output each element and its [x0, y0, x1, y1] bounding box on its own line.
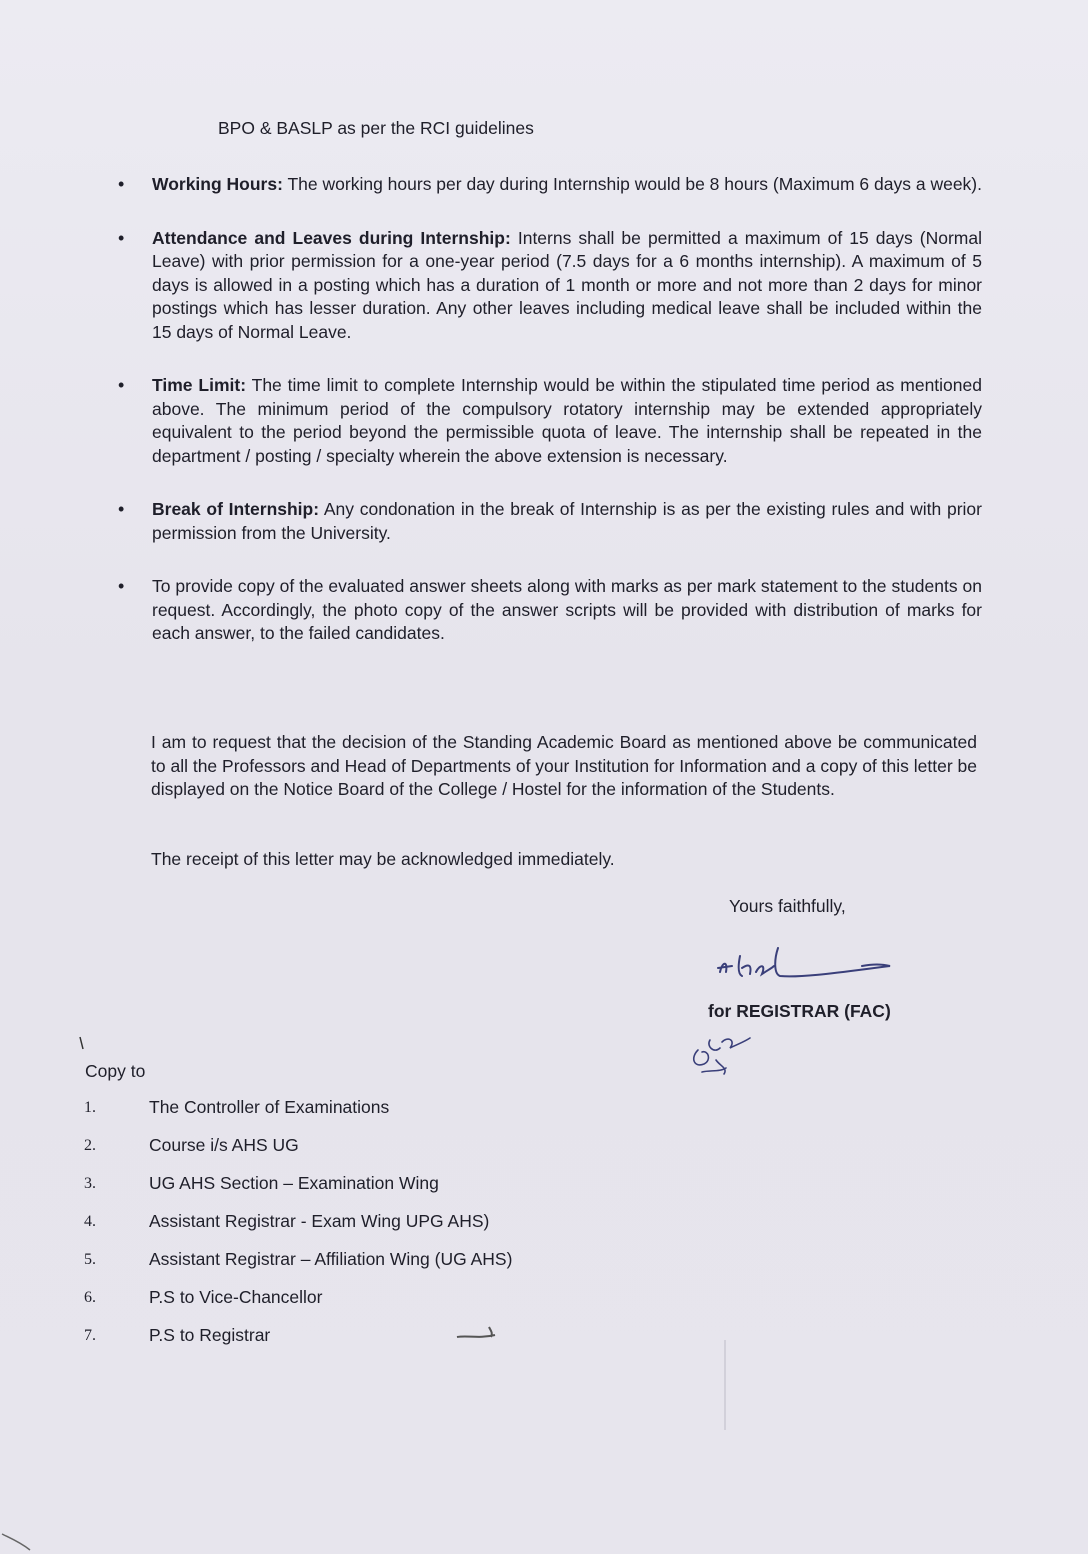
bullet-heading: Attendance and Leaves during Internship: [152, 227, 511, 248]
bullet-list [116, 173, 982, 676]
bullet-item-break [116, 498, 982, 545]
bullet-heading: Working Hours: [152, 174, 283, 194]
list-text: UG AHS Section – Examination Wing [149, 1173, 439, 1193]
bullet-text [152, 227, 982, 345]
corner-stroke [2, 1534, 30, 1550]
bullet-body: The time limit to complete Internship would be within the stipulated time period as mentioned above. The minimum period of the compulsory rotatory internship may be extended appropriately equivalent to the period beyond the permissible quota of leave. The internship shall be repeated in the department / posting / specialty wherein the above extension is necessary. [152, 375, 982, 466]
list-item [84, 1097, 684, 1135]
list-number: 5. [84, 1251, 96, 1268]
ink-smudge [455, 1325, 505, 1345]
initials-stroke [694, 1038, 750, 1074]
list-item [84, 1249, 684, 1287]
list-number: 1. [84, 1099, 96, 1116]
list-text: Assistant Registrar – Affiliation Wing (UG AHS) [149, 1249, 513, 1269]
smudge-stroke [457, 1327, 495, 1337]
receipt-paragraph: The receipt of this letter may be acknowledged immediately. [151, 849, 615, 869]
bullet-marker: • [118, 576, 125, 596]
list-text: P.S to Vice-Chancellor [149, 1287, 323, 1307]
bullet-marker: • [118, 174, 125, 194]
bullet-item-time-limit [116, 374, 982, 468]
signature-stroke [718, 948, 890, 976]
list-item [84, 1135, 684, 1173]
list-text: P.S to Registrar [149, 1325, 271, 1345]
signatory-title: for REGISTRAR (FAC) [708, 1001, 891, 1021]
intro-line: BPO & BASLP as per the RCI guidelines [218, 118, 534, 138]
bullet-body: The working hours per day during Internship would be 8 hours (Maximum 6 days a week). [282, 174, 982, 194]
faint-line [724, 1340, 726, 1430]
list-item [84, 1211, 684, 1249]
bullet-item-working-hours [116, 173, 982, 197]
request-paragraph: I am to request that the decision of the Standing Academic Board as mentioned above be communicated to all the Professors and Head of Departments of your Institution for Information and a copy of this letter be displayed on the Notice Board of the College / Hostel for the information of the Students. [151, 732, 977, 799]
bullet-text [152, 374, 982, 468]
list-item [84, 1173, 684, 1211]
list-number: 4. [84, 1213, 96, 1230]
list-text: The Controller of Examinations [149, 1097, 390, 1117]
bullet-text [152, 498, 982, 545]
bullet-text [152, 173, 982, 197]
list-number: 7. [84, 1327, 96, 1344]
signature [712, 942, 898, 988]
list-item [84, 1325, 684, 1363]
bullet-item-attendance [116, 227, 982, 345]
list-number: 3. [84, 1175, 96, 1192]
copy-to-label: Copy to [85, 1061, 146, 1081]
list-number: 6. [84, 1289, 96, 1306]
initials-scribble [680, 1020, 790, 1080]
list-text: Course i/s AHS UG [149, 1135, 299, 1155]
bullet-body: Interns shall be permitted a maximum of 15 days (Normal Leave) with prior permission for a one-year period (7.5 days for a 6 months internship). A maximum of 5 days is allowed in a posting which has a duration of 1 month or more and not more than 2 days for minor postings which has lesser duration. Any other leaves including medical leave shall be included within the 15 days of Normal Leave. [152, 227, 982, 342]
list-item [84, 1287, 684, 1325]
copy-to-list [84, 1097, 684, 1363]
bullet-heading: Break of Internship: [152, 499, 320, 519]
stray-mark-stroke [80, 1037, 83, 1049]
bullet-marker: • [118, 375, 125, 395]
list-number: 2. [84, 1137, 96, 1154]
bullet-item-answer-sheets [116, 575, 982, 646]
bullet-body: Any condonation in the break of Internship is as per the existing rules and with prior permission from the University. [152, 499, 982, 543]
closing-line: Yours faithfully, [729, 896, 846, 916]
bullet-heading: Time Limit: [152, 375, 247, 395]
bullet-text [152, 575, 982, 646]
bullet-marker: • [118, 499, 125, 519]
list-text: Assistant Registrar - Exam Wing UPG AHS) [149, 1211, 490, 1231]
stray-mark [79, 1036, 85, 1050]
bullet-body: To provide copy of the evaluated answer sheets along with marks as per mark statement to the students on request. Accordingly, the photo copy of the answer scripts will be provided with distribution of marks for each answer, to the failed candidates. [152, 576, 982, 643]
bullet-marker: • [118, 227, 125, 248]
corner-mark [0, 1520, 40, 1554]
